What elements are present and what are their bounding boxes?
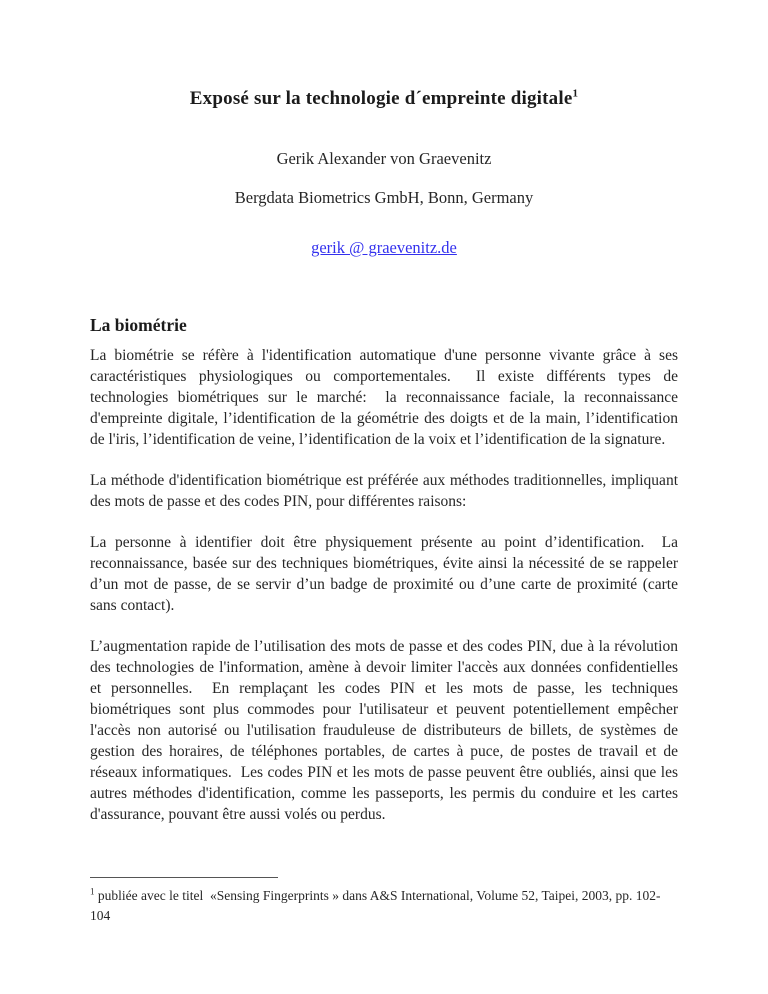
document-title-text: Exposé sur la technologie d´empreinte digitale [189, 88, 573, 109]
section-heading: La biométrie [90, 315, 187, 335]
email-link[interactable]: gerik @ graevenitz.de [311, 238, 457, 257]
footnote-marker: 1 [90, 886, 95, 897]
paragraph: La méthode d'identification biométrique est préférée aux méthodes traditionnelles, impliquant des mots de passe et des codes PIN, pour différentes raisons: [90, 472, 682, 510]
document-title [90, 86, 678, 112]
paragraph: L’augmentation rapide de l’utilisation des mots de passe et des codes PIN, due à la révolution des technologies de l'information, amène à devoir limiter l'accès aux données confidentielles et personnelles. En remplaçant les codes PIN et les mots de passe, les techniques biométriques sont plus commodes pour l'utilisateur et peuvent potentiellement empêcher l'accès non autorisé ou l'utilisation frauduleuse de distributeurs de billets, de systèmes de gestion des horaires, de téléphones portables, de cartes à puce, de postes de travail et de réseaux informatiques. Les codes PIN et les mots de passe peuvent être oubliés, ainsi que les autres méthodes d'identification, comme les passeports, les permis du conduire et les cartes d'assurance, pouvant être aussi volés ou perdus. [90, 638, 682, 823]
affiliation: Bergdata Biometrics GmbH, Bonn, Germany [234, 188, 534, 207]
author-name: Gerik Alexander von Graevenitz [276, 149, 492, 168]
footnote [90, 877, 678, 925]
paragraph: La biométrie se réfère à l'identification automatique d'une personne vivante grâce à ses caractéristiques physiologiques ou comportementales. Il existe différents types de technologies biométriques sur le marché: la reconnaissance faciale, la reconnaissance d'empreinte digitale, l’identification de la géométrie des doigts et de la main, l’identification de l'iris, l’identification de veine, l’identification de la voix et l’identification de la signature. [90, 347, 682, 448]
email-row [90, 237, 678, 259]
footnote-text [90, 886, 678, 925]
footnote-body: publiée avec le titel «Sensing Fingerprints » dans A&S International, Volume 52, Taipei, 2003, pp. 102-104 [90, 888, 661, 923]
paragraph: La personne à identifier doit être physiquement présente au point d’identification. La reconnaissance, basée sur des techniques biométriques, évite ainsi la nécessité de se rappeler d’un mot de passe, de se servir d’un badge de proximité ou d’une carte de proximité (carte sans contact). [90, 534, 682, 614]
title-footnote-ref: 1 [572, 87, 579, 100]
footnote-separator [90, 877, 278, 878]
